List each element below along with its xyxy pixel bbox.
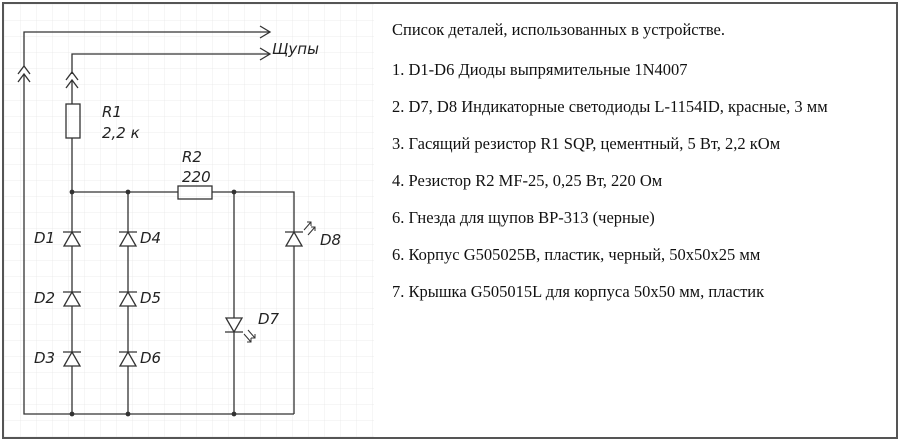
circuit-schematic	[4, 4, 374, 437]
junction-dot	[126, 190, 131, 195]
parts-list-title: Список деталей, использованных в устройстве.	[392, 20, 725, 39]
list-item: 7. Крышка G505015L для корпуса 50x50 мм, пластик	[392, 282, 765, 301]
graph-paper-grid	[4, 4, 374, 437]
schematic-drawing	[4, 4, 374, 437]
figure-frame	[2, 2, 898, 439]
r1-value-label: 2,2 к	[102, 124, 140, 142]
list-item: 6. Гнезда для щупов BP-313 (черные)	[392, 208, 655, 227]
d5-label: D5	[140, 289, 162, 307]
d7-label: D7	[258, 310, 280, 328]
list-item: 3. Гасящий резистор R1 SQP, цементный, 5 Вт, 2,2 кОм	[392, 134, 781, 153]
r1-name-label: R1	[102, 103, 122, 121]
list-item: 1. D1-D6 Диоды выпрямительные 1N4007	[392, 60, 688, 79]
junction-dot	[70, 190, 75, 195]
r2-name-label: R2	[182, 148, 202, 166]
parts-list	[392, 20, 892, 319]
junction-dot	[232, 190, 237, 195]
junction-dot	[70, 412, 75, 417]
probes-label: Щупы	[272, 40, 319, 58]
junction-dot	[126, 412, 131, 417]
list-item: 6. Корпус G505025B, пластик, черный, 50x50x25 мм	[392, 245, 761, 264]
junction-dot	[232, 412, 237, 417]
list-item: 2. D7, D8 Индикаторные светодиоды L-1154ID, красные, 3 мм	[392, 97, 828, 116]
d8-label: D8	[320, 231, 342, 249]
list-item: 4. Резистор R2 MF-25, 0,25 Вт, 220 Ом	[392, 171, 663, 190]
d4-label: D4	[140, 229, 162, 247]
parts-list-items	[392, 60, 892, 302]
d2-label: D2	[34, 289, 56, 307]
d6-label: D6	[140, 349, 162, 367]
r2-value-label: 220	[182, 168, 211, 186]
d3-label: D3	[34, 349, 56, 367]
d1-label: D1	[34, 229, 56, 247]
